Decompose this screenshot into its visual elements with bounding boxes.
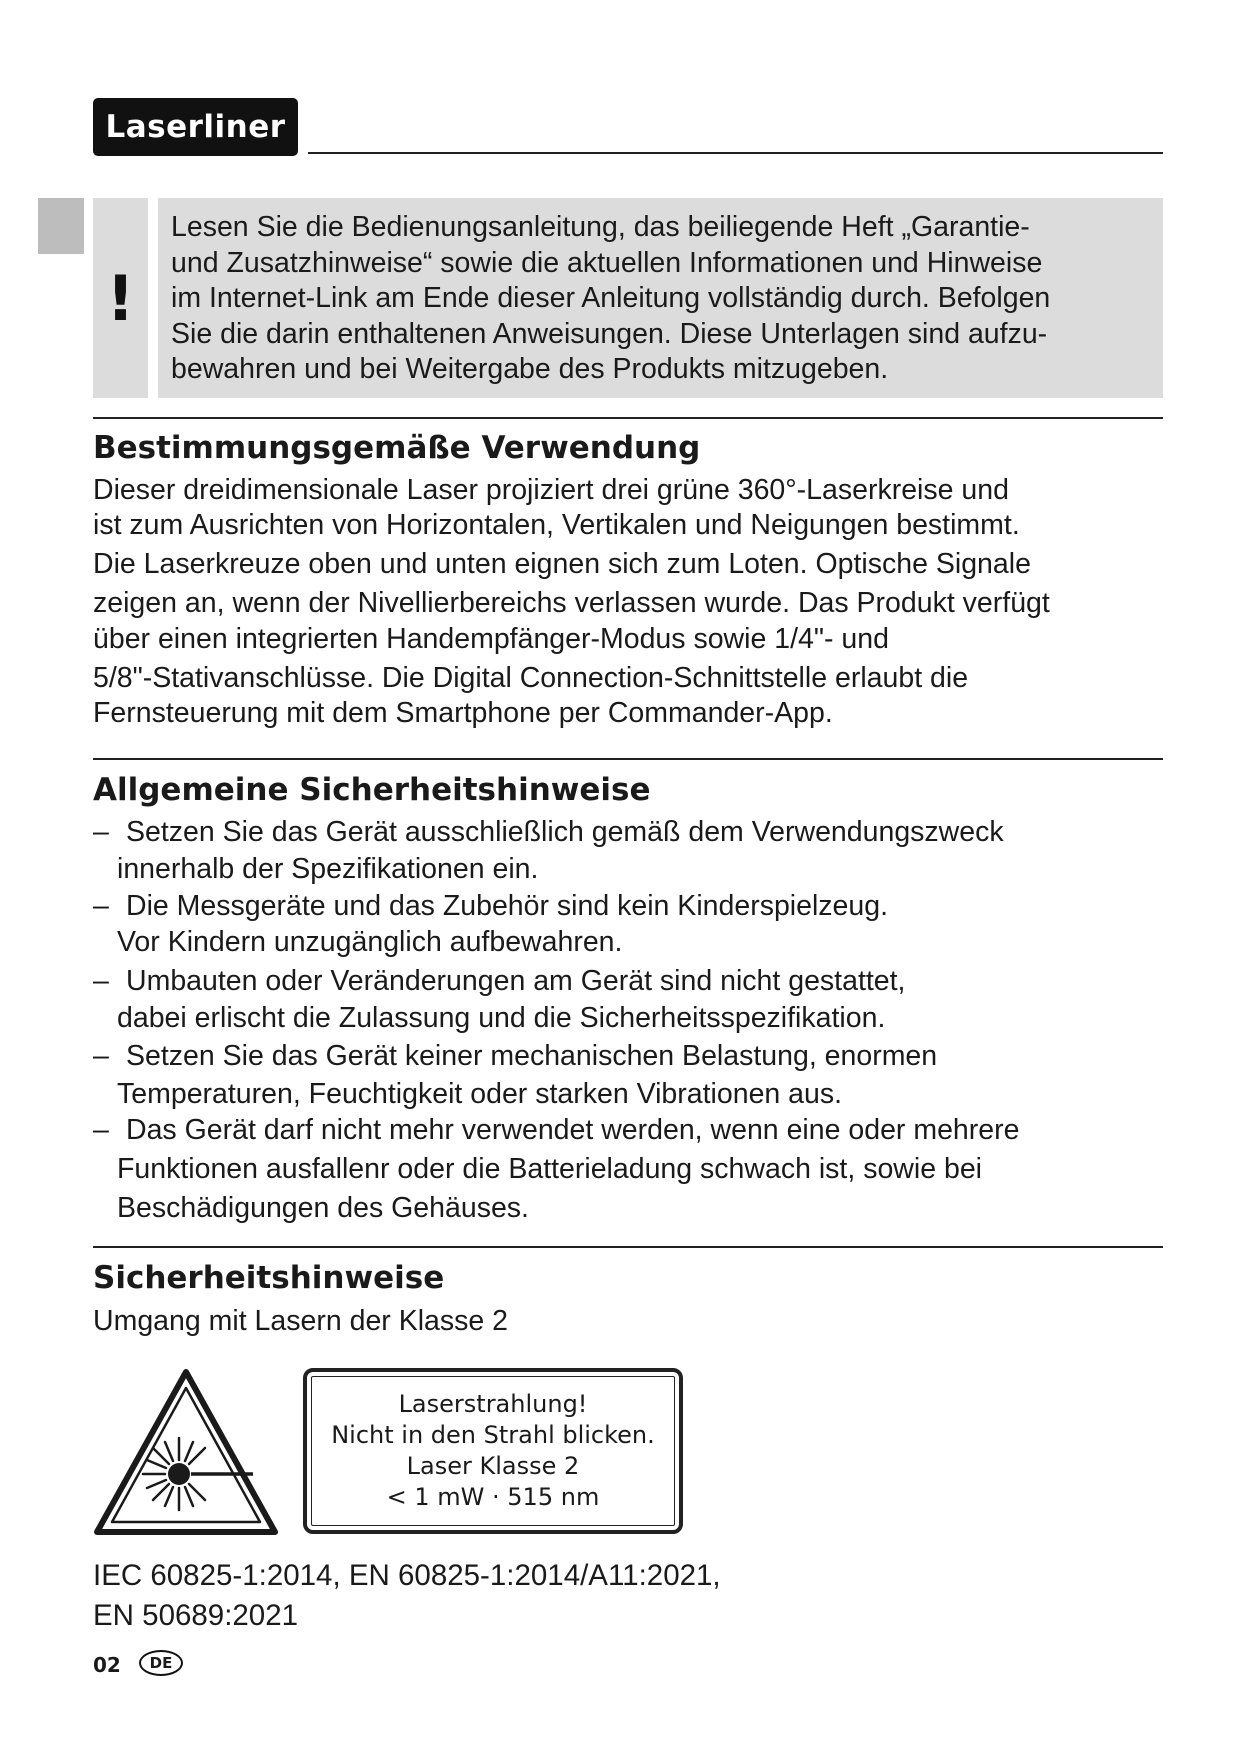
- warning-line: < 1 mW · 515 nm: [386, 1483, 600, 1511]
- section-divider: [93, 1246, 1163, 1248]
- intended-use-heading: Bestimmungsgemäße Verwendung: [93, 430, 701, 466]
- brand-logo: Laserliner: [93, 98, 298, 156]
- bullet-dash: –: [93, 890, 109, 922]
- intended-use-line: 5/8"-Stativanschlüsse. Die Digital Connection-Schnittstelle erlaubt die: [93, 662, 969, 694]
- list-item-line: Setzen Sie das Gerät keiner mechanischen Belastung, enormen: [126, 1040, 938, 1072]
- page-number: 02: [93, 1653, 121, 1677]
- list-item-line: Setzen Sie das Gerät ausschließlich gemäß dem Verwendungszweck: [126, 816, 1004, 848]
- bullet-dash: –: [93, 816, 109, 848]
- section-divider: [93, 417, 1163, 419]
- list-item-line: Beschädigungen des Gehäuses.: [117, 1192, 529, 1224]
- list-item-line: Funktionen ausfallenr oder die Batterieladung schwach ist, sowie bei: [117, 1153, 983, 1185]
- intended-use-line: ist zum Ausrichten von Horizontalen, Vertikalen und Neigungen bestimmt.: [93, 509, 1020, 541]
- bullet-dash: –: [93, 965, 109, 997]
- warning-line: Laserstrahlung!: [398, 1390, 588, 1418]
- list-item-line: Das Gerät darf nicht mehr verwendet werden, wenn eine oder mehrere: [126, 1114, 1020, 1146]
- norms-line: IEC 60825-1:2014, EN 60825-1:2014/A11:2021,: [93, 1559, 721, 1592]
- list-item-line: innerhalb der Spezifikationen ein.: [117, 853, 539, 885]
- list-item-line: Umbauten oder Veränderungen am Gerät sind nicht gestattet,: [126, 965, 906, 997]
- intended-use-line: zeigen an, wenn der Nivellierbereichs verlassen wurde. Das Produkt verfügt: [93, 587, 1050, 619]
- notice-line: bewahren und bei Weitergabe des Produkts mitzugeben.: [171, 353, 889, 385]
- notice-line: Lesen Sie die Bedienungsanleitung, das beiliegende Heft „Garantie-: [171, 211, 1030, 243]
- list-item-line: Temperaturen, Feuchtigkeit oder starken Vibrationen aus.: [117, 1078, 843, 1110]
- section-divider: [93, 758, 1163, 760]
- section-tab-marker: [38, 198, 84, 254]
- warning-line: Nicht in den Strahl blicken.: [331, 1421, 655, 1449]
- norms-text: [93, 1556, 721, 1636]
- notice-box: [158, 198, 1163, 398]
- notice-line: und Zusatzhinweise“ sowie die aktuellen Informationen und Hinweise: [171, 246, 1043, 279]
- intended-use-line: Die Laserkreuze oben und unten eignen sich zum Loten. Optische Signale: [93, 548, 1031, 580]
- bullet-dash: –: [93, 1114, 109, 1146]
- header-rule: [308, 152, 1163, 154]
- list-item-line: dabei erlischt die Zulassung und die Sicherheitsspezifikation.: [117, 1002, 886, 1034]
- safety-heading: Sicherheitshinweise: [93, 1260, 445, 1296]
- intended-use-line: Dieser dreidimensionale Laser projiziert drei grüne 360°-Laserkreise und: [93, 474, 1009, 506]
- bullet-dash: –: [93, 1040, 109, 1072]
- norms-line: EN 50689:2021: [93, 1599, 299, 1632]
- laser-warning-label: [303, 1368, 683, 1534]
- exclamation-icon: !: [93, 198, 148, 398]
- safety-subtitle: Umgang mit Lasern der Klasse 2: [93, 1305, 509, 1337]
- notice-line: im Internet-Link am Ende dieser Anleitung vollständig durch. Befolgen: [171, 282, 1051, 314]
- language-badge: DE: [139, 1650, 183, 1676]
- intended-use-line: Fernsteuerung mit dem Smartphone per Commander-App.: [93, 697, 833, 729]
- list-item-line: Die Messgeräte und das Zubehör sind kein Kinderspielzeug.: [126, 890, 889, 922]
- intended-use-line: über einen integrierten Handempfänger-Modus sowie 1/4"- und: [93, 623, 889, 655]
- warning-line: Laser Klasse 2: [406, 1452, 580, 1480]
- list-item-line: Vor Kindern unzugänglich aufbewahren.: [117, 926, 623, 958]
- notice-line: Sie die darin enthaltenen Anweisungen. Diese Unterlagen sind aufzu-: [171, 317, 1048, 350]
- laser-warning-icon: [93, 1368, 279, 1536]
- general-safety-heading: Allgemeine Sicherheitshinweise: [93, 772, 651, 808]
